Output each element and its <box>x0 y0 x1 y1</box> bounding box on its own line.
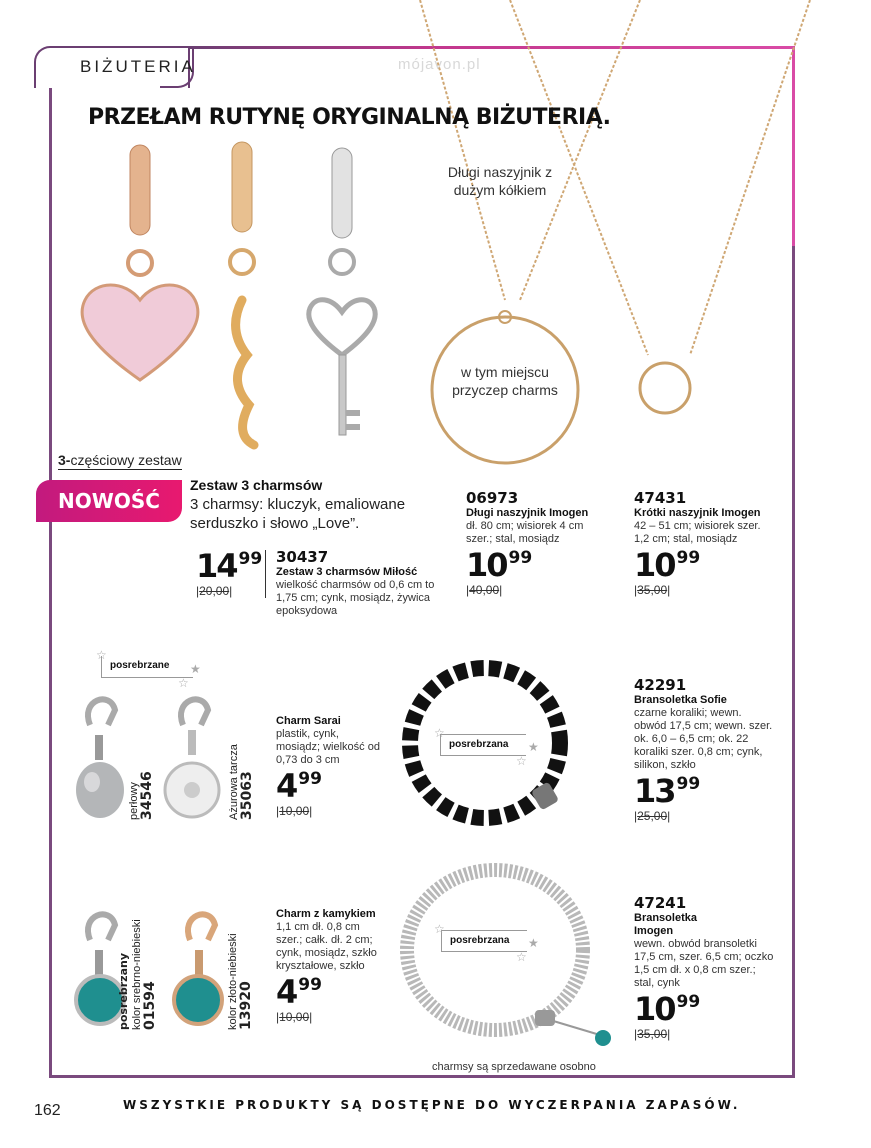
bracelet-imogen-specs: wewn. obwód bransoletki 17,5 cm, szer. 6,5 cm; oczko 1,5 cm dł. x 0,8 cm szer.; stal, cynk <box>634 938 774 989</box>
charm-set-old-price: |20,00| <box>196 584 233 598</box>
star-icon: ★ <box>528 936 539 950</box>
variant-openwork-label: Ażurowa tarcza 35063 <box>228 744 255 820</box>
long-necklace-specs: dł. 80 cm; wisiorek 4 cm szer.; stal, mosiądz <box>466 520 584 545</box>
footer-availability-note: WSZYSTKIE PRODUKTY SĄ DOSTĘPNE DO WYCZERPANIA ZAPASÓW. <box>123 1098 741 1112</box>
charm-sarai-specs: plastik, cynk, mosiądz; wielkość od 0,73 do 3 cm <box>276 728 380 766</box>
bracelet-sofie-info <box>634 677 774 823</box>
charm-set-price: 14 99 <box>196 547 263 585</box>
short-necklace-old-price: |35,00| <box>634 583 671 597</box>
long-necklace-price: 10 99 <box>466 546 533 584</box>
short-necklace-info <box>634 490 774 597</box>
star-icon: ☆ <box>434 726 445 740</box>
headline: PRZEŁAM RUTYNĘ ORYGINALNĄ BIŻUTERIĄ. <box>88 105 611 130</box>
attach-here-caption: w tym miejscu przyczep charms <box>452 364 558 398</box>
charm-stone-price: 4 99 <box>276 973 322 1011</box>
charm-stone-info <box>276 908 388 1024</box>
silver-plated-badge: posrebrzana <box>441 930 527 952</box>
star-icon: ☆ <box>178 676 189 690</box>
price-divider <box>265 550 266 598</box>
silver-plated-badge: posrebrzane <box>101 656 193 678</box>
charm-sarai-price: 4 99 <box>276 767 322 805</box>
charm-stone-specs: 1,1 cm dł. 0,8 cm szer.; całk. dł. 2 cm; cynk, mosiądz, szkło kryształowe, szkło <box>276 921 377 972</box>
charm-set-code: 30437 <box>276 548 329 566</box>
bracelet-imogen-image <box>395 860 625 1060</box>
star-icon: ☆ <box>434 922 445 936</box>
section-tab-label: BIŻUTERIA <box>80 57 196 76</box>
bracelet-imogen-name: Bransoletka Imogen <box>634 912 697 937</box>
page-number: 162 <box>34 1102 61 1119</box>
bracelet-sofie-code: 42291 <box>634 676 687 694</box>
star-icon: ☆ <box>516 950 527 964</box>
long-necklace-info <box>466 490 596 597</box>
star-icon: ★ <box>190 662 201 676</box>
charm-set-details <box>276 549 446 618</box>
short-necklace-price: 10 99 <box>634 546 701 584</box>
set-label: 3-częściowy zestaw <box>58 452 182 468</box>
charm-sarai-info <box>276 715 386 818</box>
charm-set-title: Zestaw 3 charmsów <box>190 477 323 493</box>
short-necklace-code: 47431 <box>634 489 687 507</box>
bracelet-sofie-old-price: |25,00| <box>634 809 671 823</box>
silver-plated-badge: posrebrzana <box>440 734 526 756</box>
short-necklace-name: Krótki naszyjnik Imogen <box>634 507 761 519</box>
charm-set-intro <box>190 478 450 533</box>
new-badge: NOWOŚĆ <box>36 480 182 522</box>
bracelet-imogen-price: 10 99 <box>634 990 701 1028</box>
charm-sarai-old-price: |10,00| <box>276 804 313 818</box>
charm-set-specs: wielkość charmsów od 0,6 cm to 1,75 cm; cynk, mosiądz, żywica epoksydowa <box>276 579 435 617</box>
short-necklace-specs: 42 – 51 cm; wisiorek szer. 1,2 cm; stal, mosiądz <box>634 520 761 545</box>
variant-silver-blue-label: posrebrzany kolor srebrno-niebieski 01594 <box>117 919 158 1030</box>
bracelet-sofie-name: Bransoletka Sofie <box>634 694 727 706</box>
bracelet-imogen-code: 47241 <box>634 894 687 912</box>
star-icon: ★ <box>528 740 539 754</box>
watermark: mójavon.pl <box>398 56 481 73</box>
charm-set-description: 3 charmsy: kluczyk, emaliowane serduszko i słowo „Love”. <box>190 496 406 532</box>
charms-sold-separately-note: charmsy są sprzedawane osobno <box>432 1061 596 1073</box>
variant-gold-blue-label: kolor złoto-niebieski 13920 <box>227 933 254 1030</box>
star-icon: ☆ <box>96 648 107 662</box>
bracelet-sofie-price: 13 99 <box>634 772 701 810</box>
star-icon: ☆ <box>516 754 527 768</box>
charm-sarai-name: Charm Sarai <box>276 715 341 727</box>
bracelet-sofie-specs: czarne koraliki; wewn. obwód 17,5 cm; wewn. szer. ok. 6,0 – 6,5 cm; ok. 22 koraliki szer. 0,8 cm; cynk, silikon, szkło <box>634 707 773 771</box>
long-necklace-name: Długi naszyjnik Imogen <box>466 507 589 519</box>
bracelet-imogen-info <box>634 895 774 1041</box>
long-necklace-old-price: |40,00| <box>466 583 503 597</box>
variant-pearl-label: perłowy 34546 <box>128 771 155 820</box>
charm-set-name: Zestaw 3 charmsów Miłość <box>276 566 418 578</box>
bracelet-imogen-old-price: |35,00| <box>634 1027 671 1041</box>
long-necklace-code: 06973 <box>466 489 519 507</box>
charm-stone-old-price: |10,00| <box>276 1010 313 1024</box>
charm-stone-name: Charm z kamykiem <box>276 908 376 920</box>
charm-set-price-block <box>196 547 263 598</box>
long-necklace-caption: Długi naszyjnik z dużym kółkiem <box>447 164 553 198</box>
charm-set-image <box>60 140 380 450</box>
